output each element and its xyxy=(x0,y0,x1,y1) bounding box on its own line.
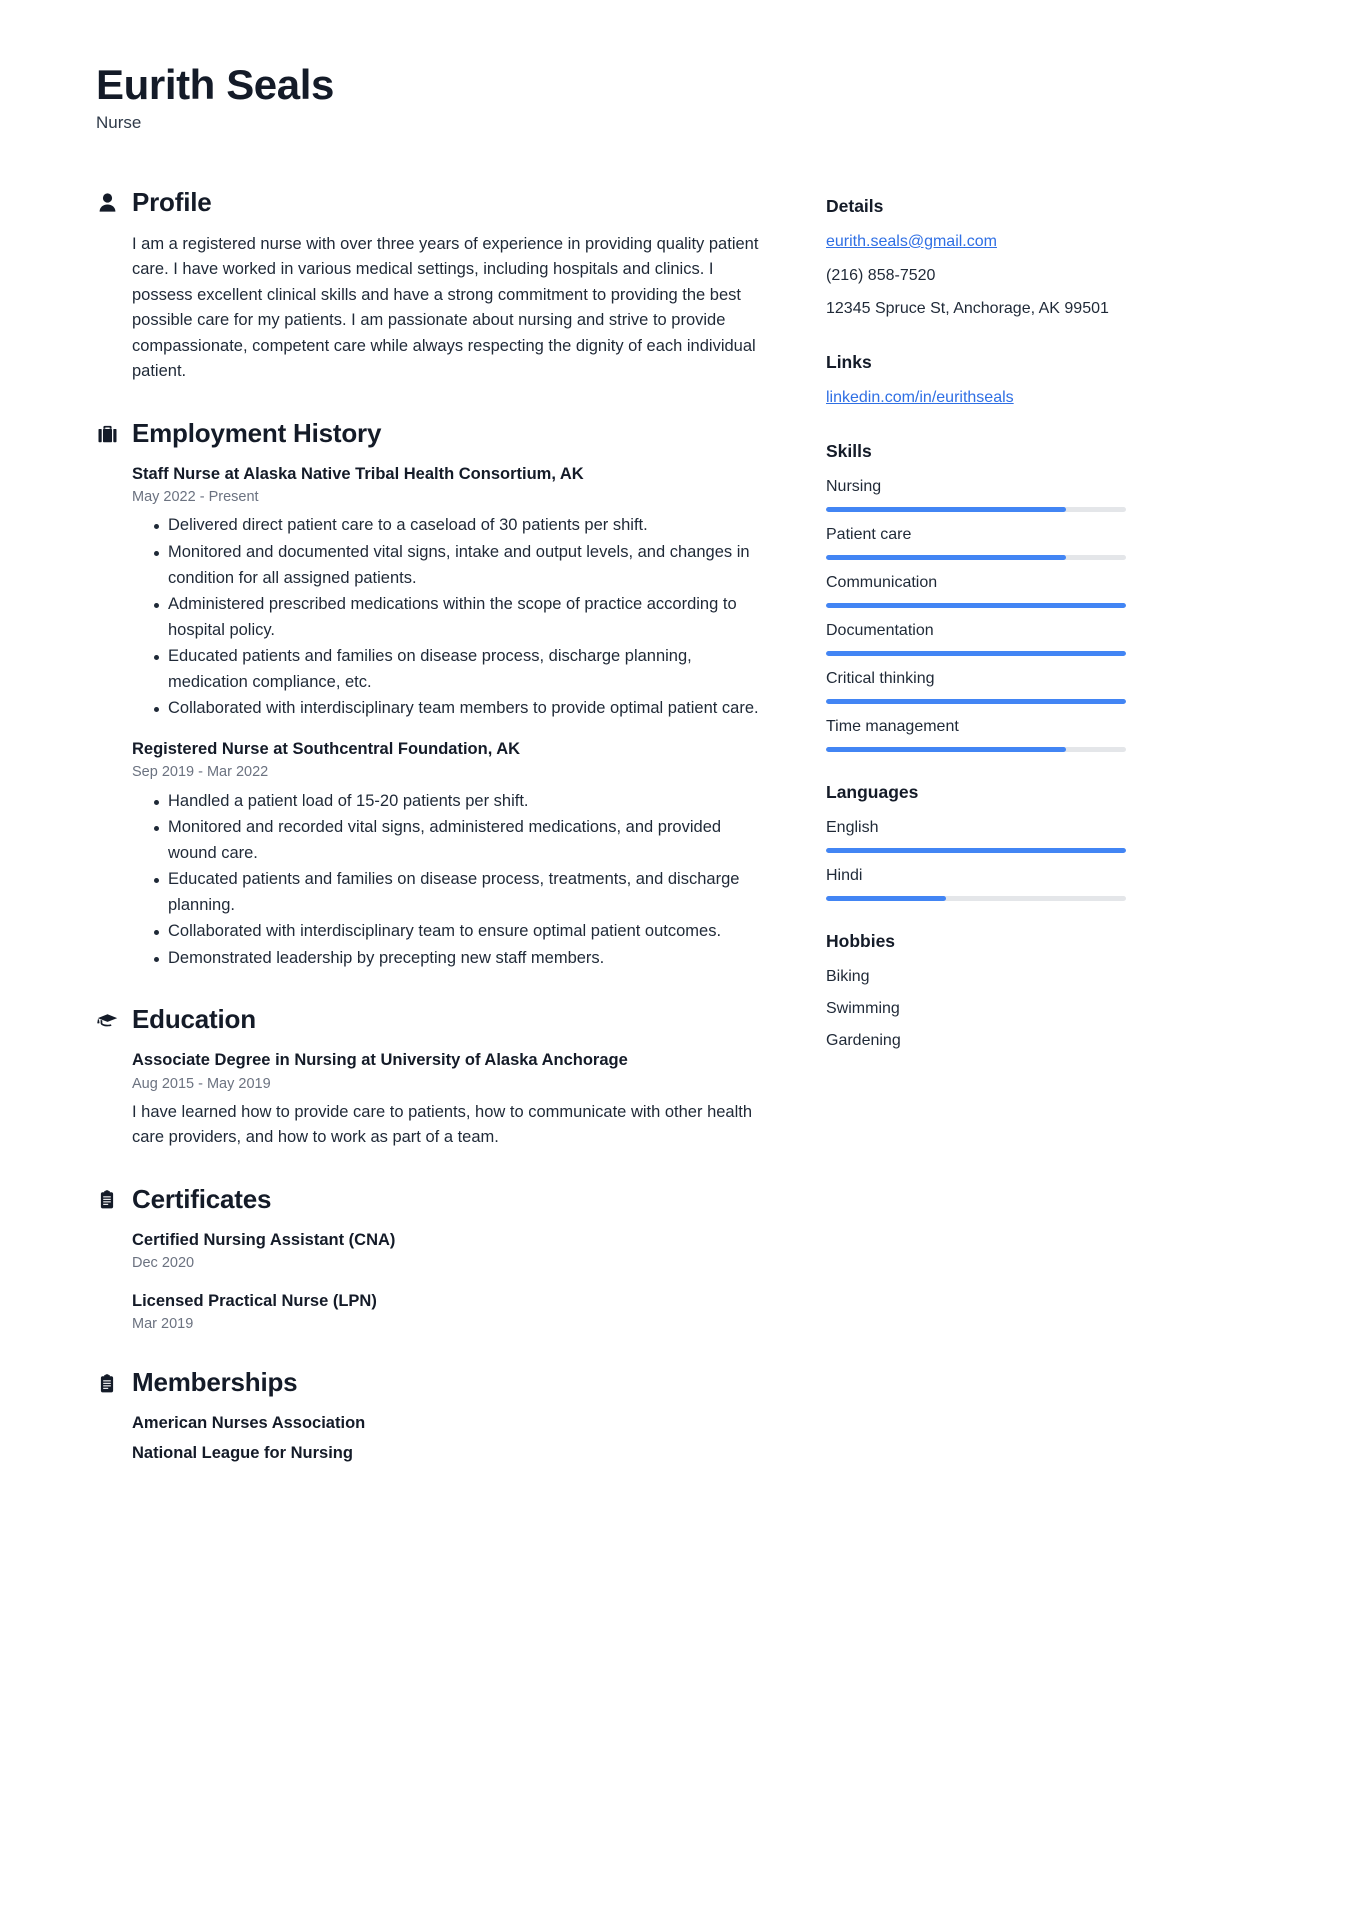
employment-entry-date: Sep 2019 - Mar 2022 xyxy=(132,764,269,781)
skill-label: Communication xyxy=(826,573,938,591)
person-icon xyxy=(96,191,118,215)
education-entry xyxy=(132,1049,768,1151)
sidebar-title-links: Links xyxy=(826,352,872,373)
skill-bar-track xyxy=(826,651,1126,656)
full-name: Eurith Seals xyxy=(96,61,334,108)
skill-label: Critical thinking xyxy=(826,669,935,687)
certificate-entry-date: Dec 2020 xyxy=(132,1255,195,1272)
main-column xyxy=(96,188,768,1465)
skill-bar-fill xyxy=(826,603,1126,608)
section-header-profile xyxy=(96,188,768,218)
sidebar-column xyxy=(826,188,1126,1054)
skill-bar-track xyxy=(826,507,1126,512)
sidebar-title-skills: Skills xyxy=(826,440,872,461)
sidebar-block-languages xyxy=(826,782,1126,901)
list-item: Monitored and documented vital signs, intake and output levels, and changes in condition for all assigned patients. xyxy=(154,540,768,591)
section-header-employment xyxy=(96,419,768,449)
skill-bar-track xyxy=(826,555,1126,560)
skill-label: Patient care xyxy=(826,525,912,543)
certificate-entry-title: Licensed Practical Nurse (LPN) xyxy=(132,1291,377,1310)
employment-entry-bullets xyxy=(132,789,768,972)
certificate-entry-title: Certified Nursing Assistant (CNA) xyxy=(132,1230,396,1249)
sidebar-block-skills xyxy=(826,441,1126,752)
list-item: Collaborated with interdisciplinary team to ensure optimal patient outcomes. xyxy=(154,919,768,945)
section-education xyxy=(96,1005,768,1151)
list-item: Educated patients and families on disease process, treatments, and discharge planning. xyxy=(154,867,768,918)
skill-bar-fill xyxy=(826,651,1126,656)
address-text: 12345 Spruce St, Anchorage, AK 99501 xyxy=(826,300,1109,318)
skill-label: Documentation xyxy=(826,621,934,639)
skill-bar-track xyxy=(826,747,1126,752)
employment-entry xyxy=(132,463,768,722)
section-title-certificates: Certificates xyxy=(132,1184,272,1215)
education-entry-description: I have learned how to provide care to patients, how to communicate with other health care providers, and how to work as part of a team. xyxy=(132,1102,753,1147)
clipboard-icon xyxy=(96,1371,118,1395)
job-title: Nurse xyxy=(96,113,142,133)
employment-entry-bullets xyxy=(132,513,768,722)
section-title-memberships: Memberships xyxy=(132,1367,298,1398)
language-row xyxy=(826,816,1126,853)
section-title-education: Education xyxy=(132,1004,256,1035)
section-title-employment: Employment History xyxy=(132,418,382,449)
sidebar-title-details: Details xyxy=(826,195,884,216)
section-title-profile: Profile xyxy=(132,186,212,217)
sidebar-block-hobbies xyxy=(826,931,1126,1053)
skill-bar-fill xyxy=(826,555,1066,560)
section-header-certificates xyxy=(96,1185,768,1215)
briefcase-icon xyxy=(96,422,118,446)
skill-bar-fill xyxy=(826,747,1066,752)
sidebar-block-links xyxy=(826,352,1126,411)
skill-row xyxy=(826,667,1126,704)
clipboard-icon xyxy=(96,1188,118,1212)
resume-header xyxy=(96,62,1270,134)
section-body-employment xyxy=(96,463,768,972)
sidebar-title-hobbies: Hobbies xyxy=(826,930,896,951)
skill-row xyxy=(826,571,1126,608)
list-item: Collaborated with interdisciplinary team members to provide optimal patient care. xyxy=(154,696,768,722)
list-item: Educated patients and families on disease process, discharge planning, medication compliance, etc. xyxy=(154,644,768,695)
employment-entry-title: Staff Nurse at Alaska Native Tribal Health Consortium, AK xyxy=(132,464,584,483)
list-item: Administered prescribed medications within the scope of practice according to hospital policy. xyxy=(154,592,768,643)
language-label: Hindi xyxy=(826,866,863,884)
email-link[interactable]: eurith.seals@gmail.com xyxy=(826,232,997,250)
sidebar-block-details xyxy=(826,196,1126,322)
sidebar-title-languages: Languages xyxy=(826,781,919,802)
section-header-education xyxy=(96,1005,768,1035)
language-bar-track xyxy=(826,848,1126,853)
section-memberships xyxy=(96,1368,768,1464)
section-body-profile xyxy=(96,232,768,385)
profile-text: I am a registered nurse with over three years of experience in providing quality patient care. I have worked in various medical settings, including hospitals and clinics. I possess excellent clinical skills and have a strong commitment to providing the best possible care for my patients. I am passionate about nursing and strive to provide compassionate, competent care while always respecting the dignity of each individual patient. xyxy=(132,234,759,381)
section-body-education xyxy=(96,1049,768,1151)
language-bar-fill xyxy=(826,848,1126,853)
section-profile xyxy=(96,188,768,385)
language-label: English xyxy=(826,818,879,836)
hobby-item: Biking xyxy=(826,967,870,985)
education-entry-title: Associate Degree in Nursing at University of Alaska Anchorage xyxy=(132,1051,628,1070)
language-bar-track xyxy=(826,896,1126,901)
certificate-entry-date: Mar 2019 xyxy=(132,1315,194,1332)
skill-row xyxy=(826,523,1126,560)
skill-label: Nursing xyxy=(826,477,882,495)
skill-row xyxy=(826,619,1126,656)
section-header-memberships xyxy=(96,1368,768,1398)
skill-bar-fill xyxy=(826,699,1126,704)
list-item: Delivered direct patient care to a caseload of 30 patients per shift. xyxy=(154,513,768,539)
section-body-memberships xyxy=(96,1412,768,1465)
language-row xyxy=(826,864,1126,901)
section-certificates xyxy=(96,1185,768,1334)
certificate-entry xyxy=(132,1290,768,1335)
hobby-item: Gardening xyxy=(826,1031,901,1049)
linkedin-link[interactable]: linkedin.com/in/eurithseals xyxy=(826,389,1014,407)
phone-text: (216) 858-7520 xyxy=(826,266,936,284)
skill-row xyxy=(826,475,1126,512)
skill-label: Time management xyxy=(826,717,959,735)
section-employment-history xyxy=(96,419,768,971)
hobby-item: Swimming xyxy=(826,999,900,1017)
membership-entry-title: American Nurses Association xyxy=(132,1413,366,1432)
section-body-certificates xyxy=(96,1229,768,1334)
skill-bar-fill xyxy=(826,507,1066,512)
list-item: Monitored and recorded vital signs, administered medications, and provided wound care. xyxy=(154,815,768,866)
list-item: Handled a patient load of 15-20 patients per shift. xyxy=(154,789,768,815)
resume-body xyxy=(96,188,1270,1465)
skill-bar-track xyxy=(826,603,1126,608)
employment-entry xyxy=(132,738,768,972)
language-bar-fill xyxy=(826,896,946,901)
skill-bar-track xyxy=(826,699,1126,704)
membership-entry-title: National League for Nursing xyxy=(132,1444,353,1463)
employment-entry-title: Registered Nurse at Southcentral Foundation, AK xyxy=(132,739,521,758)
education-entry-date: Aug 2015 - May 2019 xyxy=(132,1075,271,1092)
certificate-entry xyxy=(132,1229,768,1274)
graduation-cap-icon xyxy=(96,1008,118,1032)
employment-entry-date: May 2022 - Present xyxy=(132,489,259,506)
list-item: Demonstrated leadership by precepting new staff members. xyxy=(154,946,768,972)
skill-row xyxy=(826,715,1126,752)
